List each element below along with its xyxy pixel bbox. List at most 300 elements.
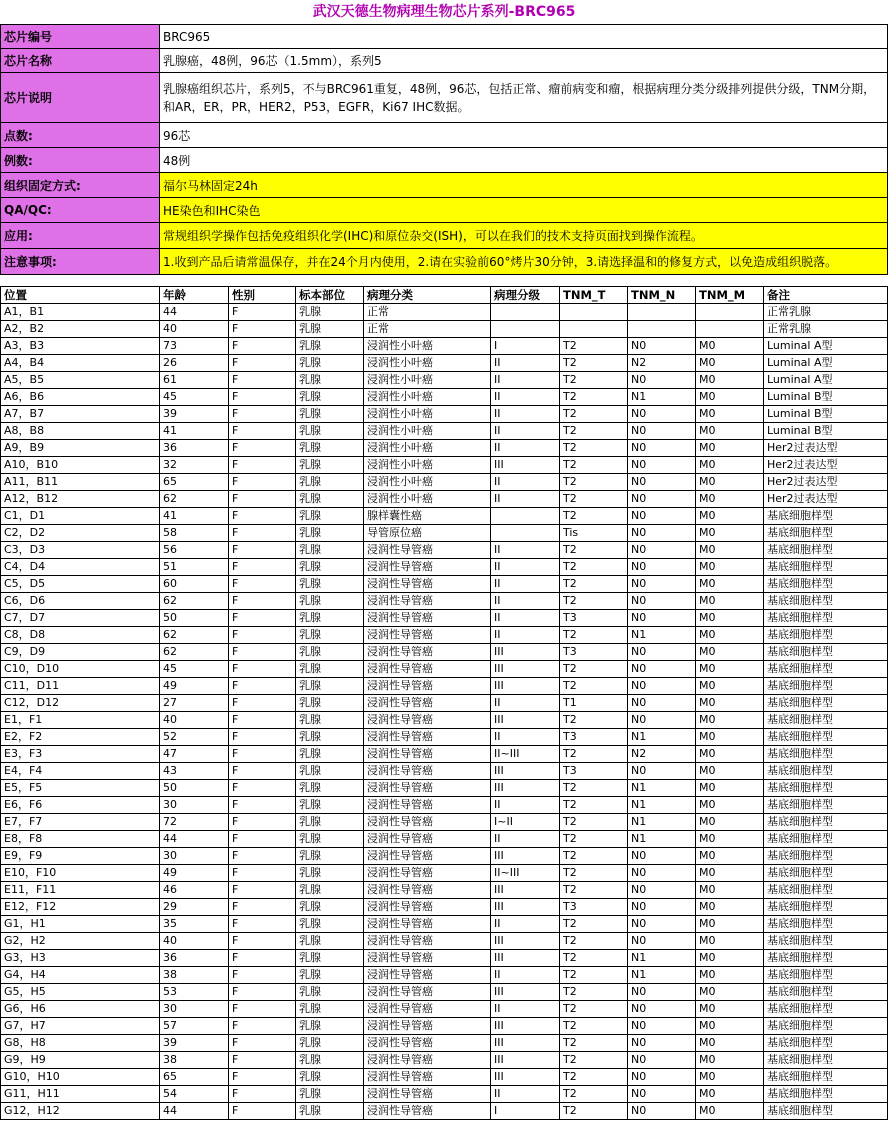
table-cell: N0 — [628, 661, 696, 678]
table-row — [1, 780, 888, 797]
table-cell: 乳腺 — [296, 1018, 364, 1035]
info-value: 常规组织学操作包括免疫组织化学(IHC)和原位杂交(ISH)，可以在我们的技术支持页面找到操作流程。 — [160, 223, 888, 249]
table-cell: G6，H6 — [1, 1001, 160, 1018]
table-cell: 乳腺 — [296, 423, 364, 440]
table-cell: E4，F4 — [1, 763, 160, 780]
table-cell: F — [229, 372, 296, 389]
info-label: 芯片说明 — [1, 73, 160, 123]
table-cell: E2，F2 — [1, 729, 160, 746]
table-cell: T2 — [560, 508, 628, 525]
table-cell: N0 — [628, 559, 696, 576]
table-cell: F — [229, 355, 296, 372]
table-cell: 浸润性导管癌 — [364, 661, 491, 678]
table-cell: N0 — [628, 695, 696, 712]
table-cell: 浸润性导管癌 — [364, 576, 491, 593]
table-cell: 乳腺 — [296, 1069, 364, 1086]
info-label: 点数: — [1, 123, 160, 148]
table-cell: III — [491, 457, 560, 474]
sample-table — [0, 286, 888, 1120]
table-cell: Luminal A型 — [764, 372, 888, 389]
table-cell: N1 — [628, 627, 696, 644]
table-cell: 乳腺 — [296, 797, 364, 814]
table-cell: N1 — [628, 797, 696, 814]
table-cell: 乳腺 — [296, 1086, 364, 1103]
table-cell: Luminal A型 — [764, 355, 888, 372]
table-cell: 乳腺 — [296, 406, 364, 423]
table-cell: II — [491, 355, 560, 372]
table-cell: 乳腺 — [296, 508, 364, 525]
table-cell: F — [229, 525, 296, 542]
table-cell: III — [491, 933, 560, 950]
table-cell: C7，D7 — [1, 610, 160, 627]
table-cell: Luminal B型 — [764, 406, 888, 423]
table-cell: G10，H10 — [1, 1069, 160, 1086]
table-cell: II — [491, 831, 560, 848]
table-cell: M0 — [696, 423, 764, 440]
table-row — [1, 474, 888, 491]
table-cell: II — [491, 576, 560, 593]
table-cell: F — [229, 389, 296, 406]
table-cell: 26 — [160, 355, 229, 372]
table-cell: N0 — [628, 1069, 696, 1086]
table-cell: 乳腺 — [296, 712, 364, 729]
table-cell: M0 — [696, 950, 764, 967]
table-cell: 基底细胞样型 — [764, 1001, 888, 1018]
table-cell: F — [229, 1035, 296, 1052]
table-cell: 基底细胞样型 — [764, 678, 888, 695]
table-cell: II~III — [491, 865, 560, 882]
table-cell: 浸润性导管癌 — [364, 729, 491, 746]
table-cell: N0 — [628, 491, 696, 508]
table-cell: C8，D8 — [1, 627, 160, 644]
table-cell: T2 — [560, 933, 628, 950]
table-row — [1, 423, 888, 440]
table-cell: 乳腺 — [296, 593, 364, 610]
table-cell: F — [229, 304, 296, 321]
table-cell: T2 — [560, 423, 628, 440]
table-cell: 浸润性导管癌 — [364, 610, 491, 627]
table-cell — [560, 321, 628, 338]
info-row — [1, 49, 888, 73]
table-row — [1, 712, 888, 729]
table-cell: II — [491, 406, 560, 423]
table-cell: II — [491, 372, 560, 389]
table-cell: II — [491, 474, 560, 491]
table-cell: T2 — [560, 797, 628, 814]
table-cell: T2 — [560, 355, 628, 372]
table-cell: 浸润性导管癌 — [364, 797, 491, 814]
table-cell: II — [491, 797, 560, 814]
table-cell: 浸润性导管癌 — [364, 865, 491, 882]
table-cell: 30 — [160, 1001, 229, 1018]
table-cell: 乳腺 — [296, 304, 364, 321]
table-cell: N0 — [628, 457, 696, 474]
table-cell: F — [229, 695, 296, 712]
table-row — [1, 508, 888, 525]
table-cell: C1，D1 — [1, 508, 160, 525]
table-cell: 44 — [160, 831, 229, 848]
table-cell: F — [229, 678, 296, 695]
table-cell: 基底细胞样型 — [764, 525, 888, 542]
table-row — [1, 882, 888, 899]
table-cell: T2 — [560, 474, 628, 491]
table-cell: T2 — [560, 916, 628, 933]
table-cell: 乳腺 — [296, 763, 364, 780]
table-cell: C12，D12 — [1, 695, 160, 712]
table-cell: T2 — [560, 831, 628, 848]
info-value: BRC965 — [160, 25, 888, 49]
table-cell: E8，F8 — [1, 831, 160, 848]
table-cell: III — [491, 661, 560, 678]
table-cell: F — [229, 644, 296, 661]
table-cell: 基底细胞样型 — [764, 882, 888, 899]
table-cell: 乳腺 — [296, 831, 364, 848]
table-cell: III — [491, 848, 560, 865]
table-cell: 乳腺 — [296, 984, 364, 1001]
table-cell: 浸润性小叶癌 — [364, 389, 491, 406]
table-cell: 浸润性导管癌 — [364, 712, 491, 729]
table-cell — [696, 321, 764, 338]
table-cell: T2 — [560, 1001, 628, 1018]
table-row — [1, 729, 888, 746]
table-cell: T2 — [560, 389, 628, 406]
info-row — [1, 148, 888, 173]
table-cell: 浸润性小叶癌 — [364, 457, 491, 474]
table-header-row — [1, 287, 888, 304]
table-cell: II — [491, 593, 560, 610]
table-cell: 浸润性导管癌 — [364, 1103, 491, 1120]
table-cell: N0 — [628, 678, 696, 695]
table-cell: N0 — [628, 763, 696, 780]
table-cell: M0 — [696, 474, 764, 491]
table-cell: II — [491, 610, 560, 627]
table-cell: F — [229, 984, 296, 1001]
table-row — [1, 1052, 888, 1069]
table-cell: C5，D5 — [1, 576, 160, 593]
table-cell: F — [229, 780, 296, 797]
table-cell: N1 — [628, 729, 696, 746]
table-cell: 基底细胞样型 — [764, 899, 888, 916]
table-cell: 乳腺 — [296, 389, 364, 406]
table-cell: M0 — [696, 831, 764, 848]
table-cell: II — [491, 916, 560, 933]
table-cell: T2 — [560, 882, 628, 899]
table-cell: 乳腺 — [296, 865, 364, 882]
table-cell: 基底细胞样型 — [764, 661, 888, 678]
table-row — [1, 661, 888, 678]
table-row — [1, 440, 888, 457]
table-cell: 乳腺 — [296, 321, 364, 338]
table-cell: 56 — [160, 542, 229, 559]
section-gap — [0, 275, 888, 286]
info-label: 例数: — [1, 148, 160, 173]
column-header: TNM_M — [696, 287, 764, 304]
table-cell: 乳腺 — [296, 729, 364, 746]
table-cell: I~II — [491, 814, 560, 831]
table-cell: 36 — [160, 440, 229, 457]
table-cell: III — [491, 950, 560, 967]
table-cell: 浸润性导管癌 — [364, 678, 491, 695]
table-cell: 浸润性小叶癌 — [364, 474, 491, 491]
info-value: 乳腺癌，48例，96芯（1.5mm），系列5 — [160, 49, 888, 73]
table-cell: M0 — [696, 984, 764, 1001]
table-cell: 27 — [160, 695, 229, 712]
table-cell: N1 — [628, 950, 696, 967]
info-row — [1, 25, 888, 49]
table-cell: 正常乳腺 — [764, 304, 888, 321]
table-cell: 47 — [160, 746, 229, 763]
table-cell: A5，B5 — [1, 372, 160, 389]
table-row — [1, 933, 888, 950]
table-cell: M0 — [696, 1069, 764, 1086]
table-cell: II — [491, 440, 560, 457]
table-cell: II — [491, 559, 560, 576]
table-cell: 基底细胞样型 — [764, 831, 888, 848]
info-label: 注意事项: — [1, 249, 160, 275]
table-cell: T2 — [560, 406, 628, 423]
table-row — [1, 1086, 888, 1103]
table-row — [1, 304, 888, 321]
table-cell: N0 — [628, 882, 696, 899]
table-cell: 基底细胞样型 — [764, 967, 888, 984]
table-cell: E5，F5 — [1, 780, 160, 797]
table-cell: M0 — [696, 916, 764, 933]
table-cell: T2 — [560, 491, 628, 508]
table-cell: F — [229, 440, 296, 457]
table-cell: III — [491, 712, 560, 729]
info-value: 96芯 — [160, 123, 888, 148]
table-cell — [491, 304, 560, 321]
table-cell: T2 — [560, 338, 628, 355]
table-cell: 基底细胞样型 — [764, 780, 888, 797]
table-cell: 30 — [160, 797, 229, 814]
table-cell — [491, 525, 560, 542]
table-row — [1, 831, 888, 848]
table-cell: 基底细胞样型 — [764, 746, 888, 763]
table-row — [1, 406, 888, 423]
table-cell: 乳腺 — [296, 661, 364, 678]
table-cell: T2 — [560, 712, 628, 729]
table-cell: 基底细胞样型 — [764, 729, 888, 746]
table-cell: M0 — [696, 661, 764, 678]
info-row — [1, 198, 888, 223]
table-cell: M0 — [696, 372, 764, 389]
table-cell: 浸润性导管癌 — [364, 967, 491, 984]
table-cell: T2 — [560, 661, 628, 678]
table-cell: 39 — [160, 406, 229, 423]
table-cell: 乳腺 — [296, 559, 364, 576]
table-row — [1, 491, 888, 508]
table-cell: Her2过表达型 — [764, 440, 888, 457]
table-cell: 基底细胞样型 — [764, 1103, 888, 1120]
table-cell: F — [229, 321, 296, 338]
table-cell: II — [491, 1086, 560, 1103]
table-cell: 基底细胞样型 — [764, 1069, 888, 1086]
table-cell: T2 — [560, 746, 628, 763]
table-cell: 乳腺 — [296, 440, 364, 457]
table-cell: Tis — [560, 525, 628, 542]
table-row — [1, 746, 888, 763]
table-cell — [696, 304, 764, 321]
table-cell: N0 — [628, 1052, 696, 1069]
table-cell: 浸润性导管癌 — [364, 559, 491, 576]
table-cell: 基底细胞样型 — [764, 950, 888, 967]
table-cell: 乳腺 — [296, 848, 364, 865]
table-cell: T2 — [560, 848, 628, 865]
table-cell: N1 — [628, 780, 696, 797]
table-cell: 浸润性导管癌 — [364, 695, 491, 712]
table-cell: M0 — [696, 593, 764, 610]
table-cell: 浸润性小叶癌 — [364, 355, 491, 372]
table-cell: M0 — [696, 389, 764, 406]
table-cell: 基底细胞样型 — [764, 1035, 888, 1052]
table-cell: III — [491, 1052, 560, 1069]
table-row — [1, 814, 888, 831]
table-cell: 40 — [160, 712, 229, 729]
table-cell: 乳腺 — [296, 916, 364, 933]
table-cell: 61 — [160, 372, 229, 389]
table-cell: N0 — [628, 916, 696, 933]
table-cell: M0 — [696, 559, 764, 576]
table-row — [1, 355, 888, 372]
table-cell: A6，B6 — [1, 389, 160, 406]
table-cell: F — [229, 933, 296, 950]
table-cell: N0 — [628, 338, 696, 355]
table-cell: M0 — [696, 457, 764, 474]
table-cell: 乳腺 — [296, 610, 364, 627]
table-row — [1, 1103, 888, 1120]
table-cell: 65 — [160, 474, 229, 491]
table-cell: 浸润性导管癌 — [364, 746, 491, 763]
table-cell: F — [229, 542, 296, 559]
table-cell: N1 — [628, 831, 696, 848]
table-cell: 62 — [160, 593, 229, 610]
table-cell: N0 — [628, 406, 696, 423]
table-row — [1, 984, 888, 1001]
table-cell: M0 — [696, 542, 764, 559]
table-cell: N0 — [628, 933, 696, 950]
table-cell: T3 — [560, 899, 628, 916]
table-cell: M0 — [696, 576, 764, 593]
table-cell: 乳腺 — [296, 457, 364, 474]
info-row — [1, 249, 888, 275]
column-header: 性别 — [229, 287, 296, 304]
table-cell: F — [229, 576, 296, 593]
table-cell: N0 — [628, 610, 696, 627]
table-cell: Luminal B型 — [764, 389, 888, 406]
table-cell: 41 — [160, 423, 229, 440]
info-label: 应用: — [1, 223, 160, 249]
table-cell: II — [491, 627, 560, 644]
table-cell: N1 — [628, 967, 696, 984]
table-cell: T2 — [560, 440, 628, 457]
table-cell: N1 — [628, 814, 696, 831]
table-cell: III — [491, 1069, 560, 1086]
table-cell: T3 — [560, 610, 628, 627]
table-cell: 41 — [160, 508, 229, 525]
table-cell: M0 — [696, 610, 764, 627]
table-cell: 基底细胞样型 — [764, 865, 888, 882]
table-cell: N0 — [628, 542, 696, 559]
table-row — [1, 1018, 888, 1035]
table-cell: II — [491, 967, 560, 984]
table-cell: C9，D9 — [1, 644, 160, 661]
table-cell: III — [491, 882, 560, 899]
table-cell: M0 — [696, 695, 764, 712]
column-header: TNM_N — [628, 287, 696, 304]
table-cell: F — [229, 797, 296, 814]
table-cell: M0 — [696, 882, 764, 899]
table-cell: Luminal A型 — [764, 338, 888, 355]
table-cell: F — [229, 916, 296, 933]
table-row — [1, 610, 888, 627]
table-cell: 乳腺 — [296, 644, 364, 661]
table-cell: N0 — [628, 508, 696, 525]
table-row — [1, 644, 888, 661]
table-cell: 乳腺 — [296, 576, 364, 593]
table-cell: C3，D3 — [1, 542, 160, 559]
table-cell: N0 — [628, 440, 696, 457]
table-cell: 35 — [160, 916, 229, 933]
table-cell: N0 — [628, 712, 696, 729]
table-cell: 基底细胞样型 — [764, 916, 888, 933]
table-cell: 44 — [160, 304, 229, 321]
table-cell: 乳腺 — [296, 491, 364, 508]
table-cell: 53 — [160, 984, 229, 1001]
table-cell: M0 — [696, 712, 764, 729]
table-row — [1, 372, 888, 389]
table-cell: III — [491, 1018, 560, 1035]
table-row — [1, 848, 888, 865]
table-cell: 浸润性导管癌 — [364, 1018, 491, 1035]
column-header: TNM_T — [560, 287, 628, 304]
table-cell: 基底细胞样型 — [764, 559, 888, 576]
table-cell: 浸润性小叶癌 — [364, 406, 491, 423]
table-row — [1, 593, 888, 610]
table-cell: F — [229, 763, 296, 780]
table-cell: N0 — [628, 984, 696, 1001]
table-cell: 基底细胞样型 — [764, 848, 888, 865]
table-row — [1, 1035, 888, 1052]
info-value: 1.收到产品后请常温保存，并在24个月内使用，2.请在实验前60°烤片30分钟，3.请选择温和的修复方式，以免造成组织脱落。 — [160, 249, 888, 275]
table-cell: G11，H11 — [1, 1086, 160, 1103]
table-cell: 浸润性小叶癌 — [364, 440, 491, 457]
table-row — [1, 763, 888, 780]
table-row — [1, 576, 888, 593]
table-cell: 51 — [160, 559, 229, 576]
table-cell: T2 — [560, 372, 628, 389]
table-cell: 乳腺 — [296, 1001, 364, 1018]
table-cell: F — [229, 457, 296, 474]
table-cell: F — [229, 627, 296, 644]
table-cell: M0 — [696, 508, 764, 525]
table-cell: M0 — [696, 1035, 764, 1052]
table-cell: T2 — [560, 678, 628, 695]
table-row — [1, 967, 888, 984]
table-cell: M0 — [696, 848, 764, 865]
table-cell: 浸润性小叶癌 — [364, 338, 491, 355]
table-row — [1, 559, 888, 576]
table-cell: 浸润性导管癌 — [364, 899, 491, 916]
table-row — [1, 916, 888, 933]
table-cell: A4，B4 — [1, 355, 160, 372]
table-cell: F — [229, 712, 296, 729]
table-cell: 乳腺 — [296, 474, 364, 491]
page-title: 武汉天德生物病理生物芯片系列-BRC965 — [312, 4, 576, 20]
table-cell: 40 — [160, 933, 229, 950]
table-cell: II — [491, 491, 560, 508]
table-cell: 浸润性导管癌 — [364, 644, 491, 661]
